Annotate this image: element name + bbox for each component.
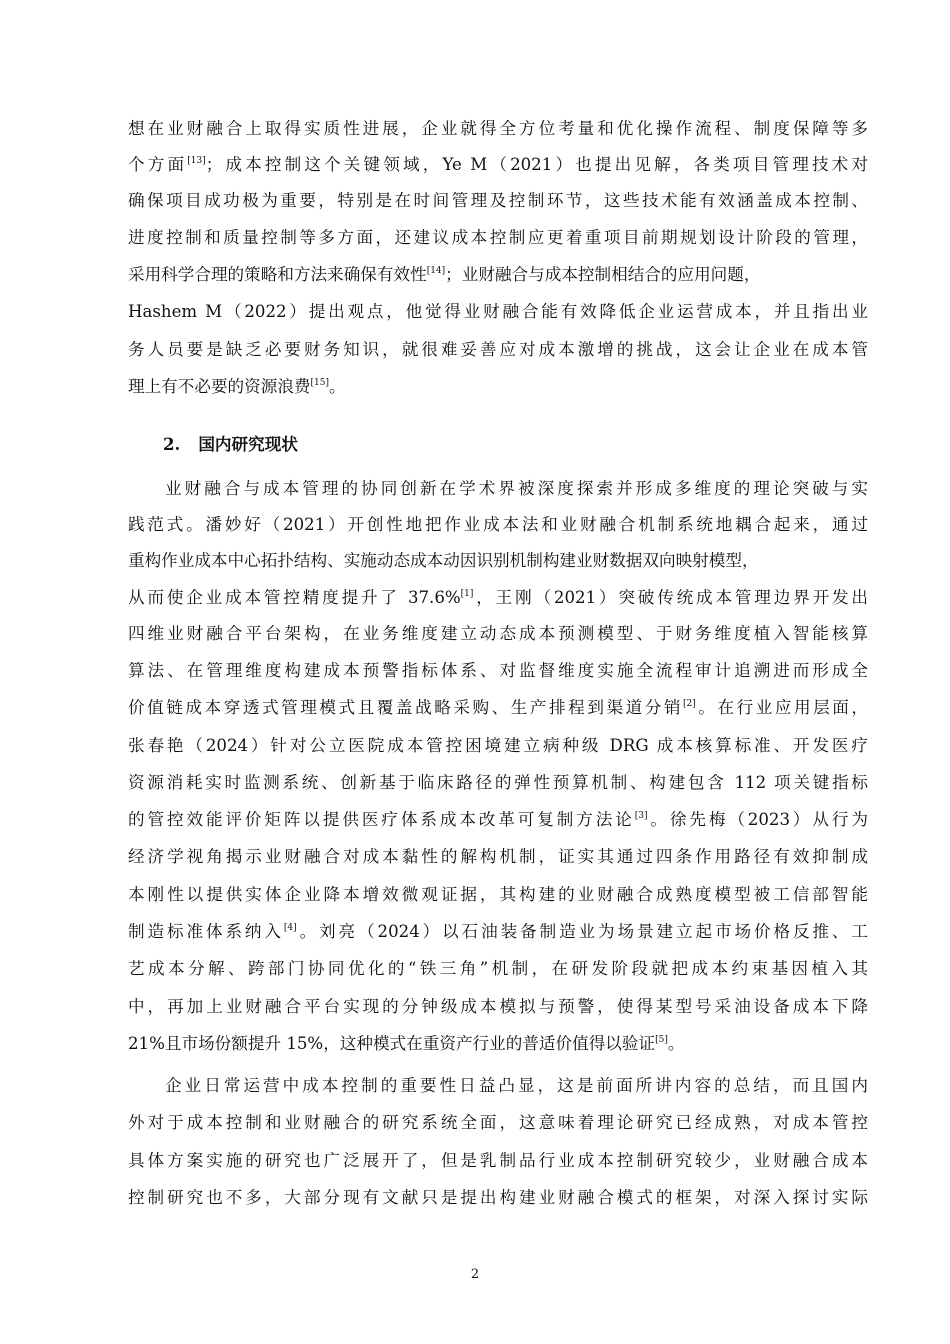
section-number: 2. bbox=[163, 434, 181, 454]
text-line: 采用科学合理的策略和方法来确保有效性[14]；业财融合与成本控制相结合的应用问题， bbox=[128, 265, 761, 284]
page-number: 2 bbox=[470, 1267, 480, 1282]
text-line: 价值链成本穿透式管理模式且覆盖战略采购、生产排程到渠道分销[2]。在行业应用层面， bbox=[128, 698, 869, 717]
text-line: 控制研究也不多，大部分现有文献只是提出构建业财融合模式的框架，对深入探讨实际 bbox=[128, 1188, 868, 1207]
citation-ref[interactable]: [3] bbox=[634, 811, 648, 821]
text-line: 张春艳（2024）针对公立医院成本管控困境建立病种级 DRG 成本核算标准、开发医疗 bbox=[128, 736, 868, 755]
text-line: 21%且市场份额提升 15%，这种模式在重资产行业的普适价值得以验证[5]。 bbox=[128, 1034, 685, 1053]
text-line: 的管控效能评价矩阵以提供医疗体系成本改革可复制方法论[3]。徐先梅（2023）从行为 bbox=[128, 810, 868, 829]
text-line: 企业日常运营中成本控制的重要性日益凸显，这是前面所讲内容的总结，而且国内 bbox=[165, 1076, 868, 1095]
text-line: 践范式。潘妙好（2021）开创性地把作业成本法和业财融合机制系统地耦合起来，通过 bbox=[128, 515, 868, 534]
section-heading bbox=[163, 433, 298, 455]
citation-ref[interactable]: [5] bbox=[655, 1035, 668, 1045]
text-line: 确保项目成功极为重要，特别是在时间管理及控制环节，这些技术能有效涵盖成本控制、 bbox=[128, 191, 868, 210]
citation-ref[interactable]: [2] bbox=[683, 699, 696, 709]
text-line: 中，再加上业财融合平台实现的分钟级成本模拟与预警，使得某型号采油设备成本下降 bbox=[128, 997, 868, 1016]
text-line: 本刚性以提供实体企业降本增效微观证据，其构建的业财融合成熟度模型被工信部智能 bbox=[128, 885, 868, 904]
citation-ref[interactable]: [15] bbox=[310, 378, 330, 388]
text-line: 进度控制和质量控制等多方面，还建议成本控制应更着重项目前期规划设计阶段的管理， bbox=[128, 228, 868, 247]
text-line: 外对于成本控制和业财融合的研究系统全面，这意味着理论研究已经成熟，对成本管控 bbox=[128, 1113, 868, 1132]
text-line: 业财融合与成本管理的协同创新在学术界被深度探索并形成多维度的理论突破与实 bbox=[165, 479, 868, 498]
text-line: 理上有不必要的资源浪费[15]。 bbox=[128, 377, 346, 396]
text-line: 四维业财融合平台架构，在业务维度建立动态成本预测模型、于财务维度植入智能核算 bbox=[128, 624, 868, 643]
text-line: 资源消耗实时监测系统、创新基于临床路径的弹性预算机制、构建包含 112 项关键指标 bbox=[128, 773, 868, 792]
citation-ref[interactable]: [13] bbox=[187, 156, 206, 166]
text-line: 重构作业成本中心拓扑结构、实施动态成本动因识别机制构建业财数据双向映射模型， bbox=[128, 551, 759, 570]
text-line: 具体方案实施的研究也广泛展开了，但是乳制品行业成本控制研究较少，业财融合成本 bbox=[128, 1151, 868, 1170]
text-line: 务人员要是缺乏必要财务知识，就很难妥善应对成本激增的挑战，这会让企业在成本管 bbox=[128, 340, 868, 359]
text-line: 艺成本分解、跨部门协同优化的“铁三角”机制，在研发阶段就把成本约束基因植入其 bbox=[128, 959, 868, 978]
text-line: 从而使企业成本管控精度提升了 37.6%[1]，王刚（2021）突破传统成本管理边界开发出 bbox=[128, 588, 868, 607]
text-line: 制造标准体系纳入[4]。刘亮（2024）以石油装备制造业为场景建立起市场价格反推、工 bbox=[128, 922, 869, 941]
citation-ref[interactable]: [14] bbox=[426, 266, 446, 276]
section-title: 国内研究现状 bbox=[198, 434, 298, 454]
text-line: Hashem M（2022）提出观点，他觉得业财融合能有效降低企业运营成本，并且指出业 bbox=[128, 302, 868, 321]
citation-ref[interactable]: [1] bbox=[460, 589, 474, 599]
text-line: 算法、在管理维度构建成本预警指标体系、对监督维度实施全流程审计追溯进而形成全 bbox=[128, 661, 868, 680]
text-line: 经济学视角揭示业财融合对成本黏性的解构机制，证实其通过四条作用路径有效抑制成 bbox=[128, 847, 868, 866]
text-line: 想在业财融合上取得实质性进展，企业就得全方位考量和优化操作流程、制度保障等多 bbox=[128, 119, 868, 138]
text-line: 个方面[13]；成本控制这个关键领域，Ye M（2021）也提出见解，各类项目管理技术对 bbox=[128, 155, 869, 174]
citation-ref[interactable]: [4] bbox=[283, 923, 297, 933]
